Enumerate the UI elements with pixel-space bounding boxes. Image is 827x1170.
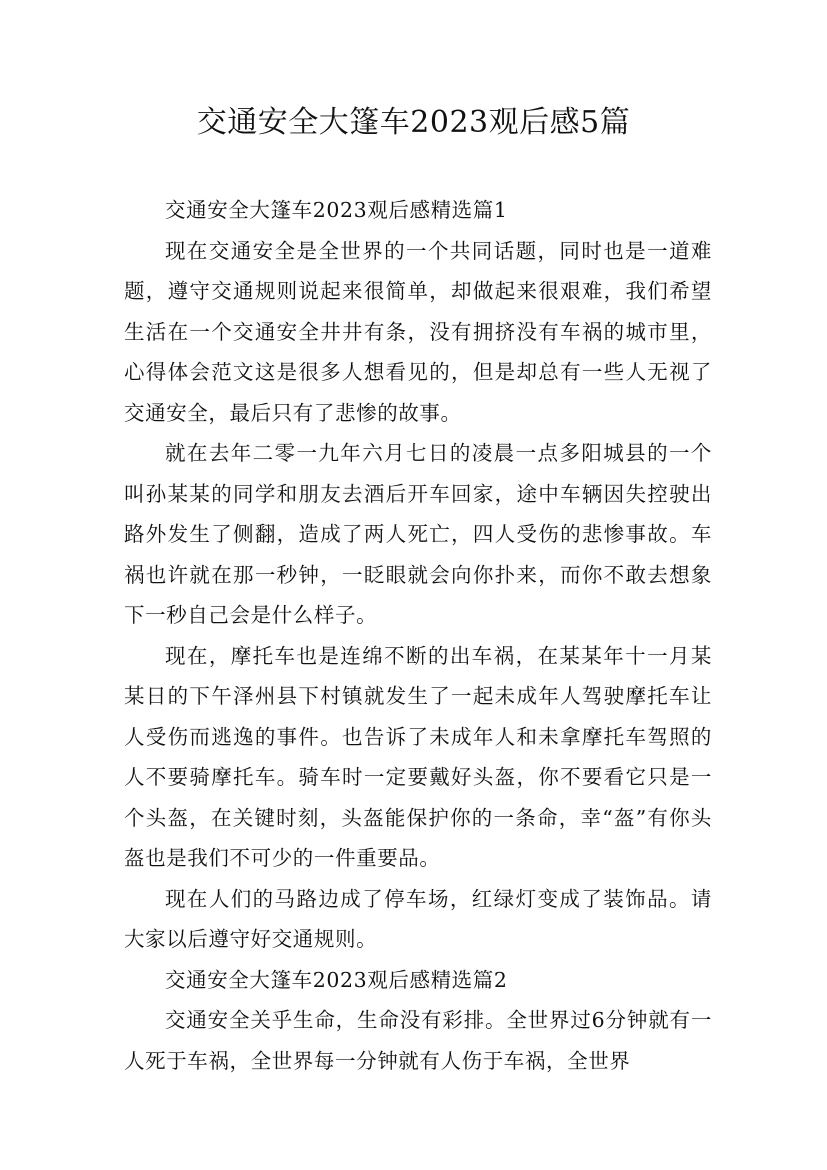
paragraph: 现在，摩托车也是连绵不断的出车祸，在某某年十一月某某日的下午泽州县下村镇就发生了一起未成年人驾驶摩托车让人受伤而逃逸的事件。也告诉了未成年人和未拿摩托车驾照的人不要骑摩托车。骑车时一定要戴好头盔，你不要看它只是一个头盔，在关键时刻，头盔能保护你的一条命，幸“盔”有你头盔也是我们不可少的一件重要品。	[124, 643, 712, 870]
section-heading-2: 交通安全大篷车2023观后感精选篇2	[165, 967, 508, 992]
paragraph: 就在去年二零一九年六月七日的凌晨一点多阳城县的一个叫孙某某的同学和朋友去酒后开车回家，途中车辆因失控驶出路外发生了侧翻，造成了两人死亡，四人受伤的悲惨事故。车祸也许就在那一秒钟，一眨眼就会向你扑来，而你不敢去想象下一秒自己会是什么样子。	[124, 441, 712, 627]
paragraph: 现在交通安全是全世界的一个共同话题，同时也是一道难题，遵守交通规则说起来很简单，却做起来很艰难，我们希望生活在一个交通安全井井有条，没有拥挤没有车祸的城市里，心得体会范文这是很多人想看见的，但是却总有一些人无视了交通安全，最后只有了悲惨的故事。	[124, 238, 712, 425]
document-body	[124, 190, 712, 1081]
paragraph: 现在人们的马路边成了停车场，红绿灯变成了装饰品。请大家以后遵守好交通规则。	[124, 886, 712, 951]
document-title: 交通安全大篷车2023观后感5篇	[196, 105, 631, 140]
paragraph: 交通安全关乎生命，生命没有彩排。全世界过6分钟就有一人死于车祸，全世界每一分钟就有人伤于车祸，全世界	[124, 1008, 712, 1073]
section-heading-1: 交通安全大篷车2023观后感精选篇1	[165, 198, 508, 222]
